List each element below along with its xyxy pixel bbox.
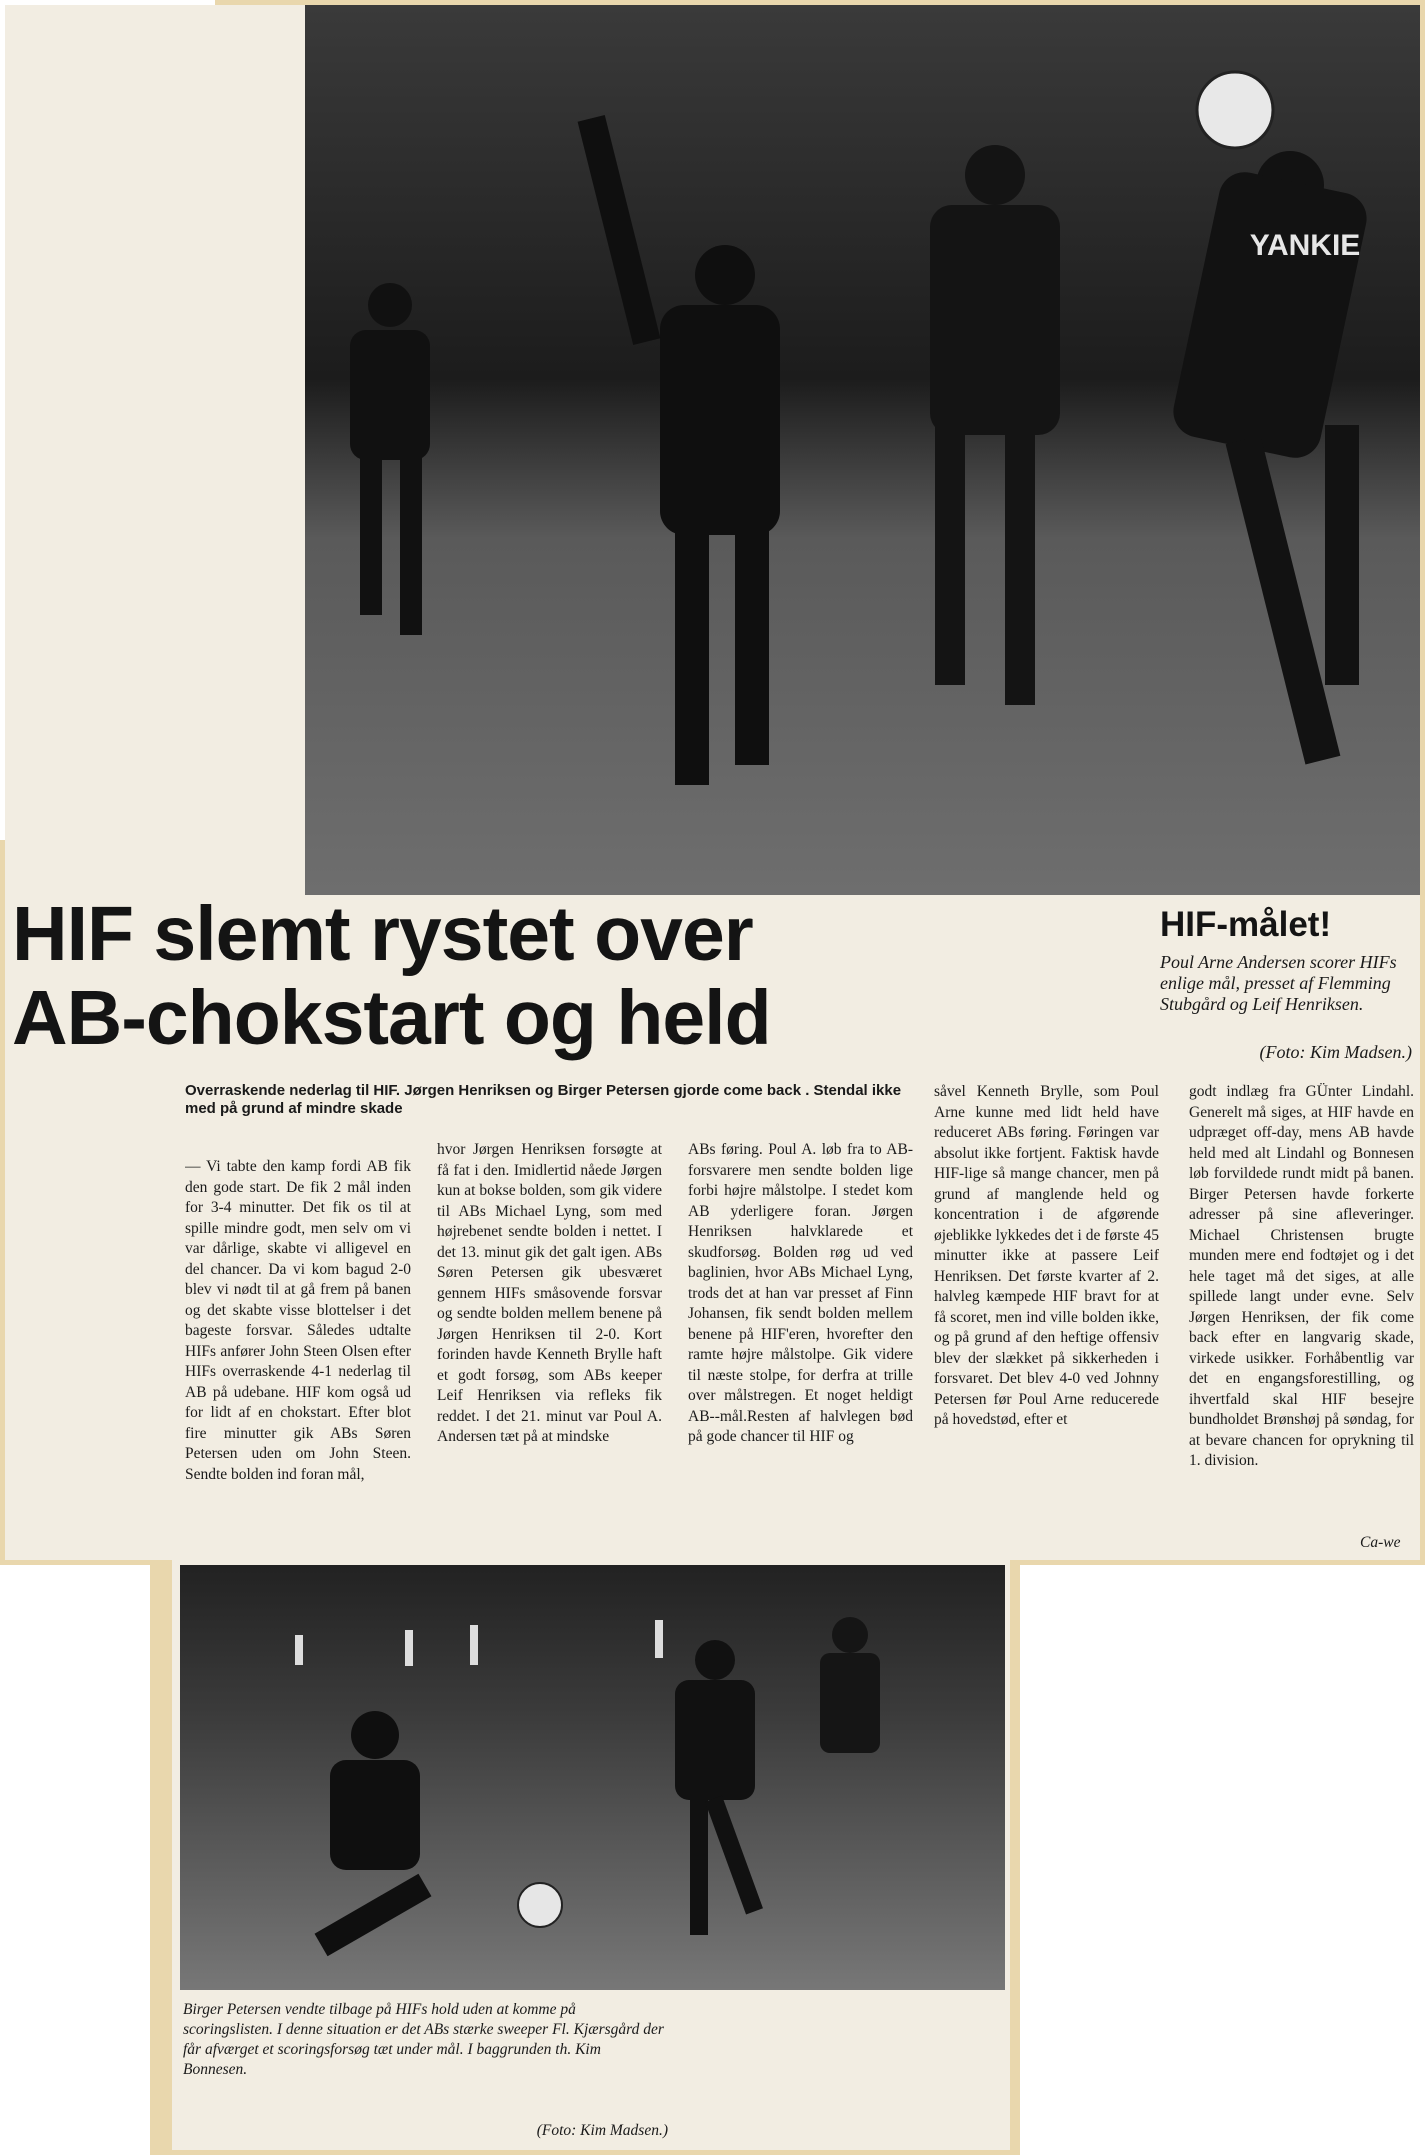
article-column-3: [688, 1140, 913, 1558]
photo-title: HIF-målet!: [1160, 905, 1332, 944]
headline-line-1: HIF slemt rystet over: [12, 891, 753, 977]
photo-credit: (Foto: Kim Madsen.): [1259, 1042, 1412, 1062]
headline-line-2: AB-chokstart og held: [12, 975, 771, 1061]
article-column-4: [934, 1082, 1159, 1558]
article-column-5: [1189, 1082, 1414, 1538]
jersey-text: YANKIE: [1249, 229, 1361, 262]
top-photo-image: [305, 5, 1420, 895]
football: [1197, 72, 1273, 148]
bottom-photo-image: [180, 1565, 1005, 1990]
football: [518, 1883, 562, 1927]
bottom-photo-caption: Birger Petersen vendte tilbage på HIFs hold uden at komme på scoringslisten. I denne situation er det ABs stærke sweeper Fl. Kjærsgård der får afværget et scoringsforsøg tæt under mål. I baggrunden th. Kim Bonnesen.: [183, 2001, 664, 2078]
article-subheading: Overraskende nederlag til HIF. Jørgen Henriksen og Birger Petersen gjorde come back . Stendal ikke med på grund af mindre skade: [185, 1082, 902, 1117]
article-column-1: [185, 1157, 411, 1557]
bottom-photo: [180, 1565, 1005, 1990]
column-text: såvel Kenneth Brylle, som Poul Arne kunne med lidt held have reduceret ABs føring. Føringen var absolut ikke fortjent. Faktisk havde HIF-lige så mange chancer, men på grund af manglende held og koncentration i de afgørende øjeblikke lykkedes det i de første 45 minutter ikke at passere Leif Henriksen. Det første kvarter af 2. halvleg kæmpede HIF bravt for at få scoret, men ind ville bolden ikke, og på grund af den heftige offensiv blev der slækket på sikkerheden i forsvaret. Det blev 4-0 ved Johnny Petersen før Poul Arne reducerede på hovedstød, efter et: [934, 1083, 1159, 1428]
byline: Ca-we: [1360, 1534, 1401, 1551]
photo-caption: Poul Arne Andersen scorer HIFs enlige mål, presset af Flemming Stubgård og Leif Henriksen.: [1160, 952, 1397, 1014]
column-text: ABs føring. Poul A. løb fra to AB-forsvarere men sendte bolden lige forbi højre målstolpe. I stedet kom AB yderligere foran. Jørgen Henriksen halvklarede et skudforsøg. Bolden røg ud ved baglinien, hvor ABs Michael Lyng, trods det at han var presset af Finn Johansen, fik sendt bolden mellem benene på HIF'eren, hvorefter den ramte højre målstolpe. Gik videre til næste stolpe, for derfra at trille over målstregen. Et noget heldigt AB--mål.Resten af halvlegen bød på gode chancer til HIF og: [688, 1141, 913, 1445]
column-text: hvor Jørgen Henriksen forsøgte at få fat i den. Imidlertid nåede Jørgen kun at bokse bolden, som gik videre til ABs Michael Lyng, som med højrebenet sendte bolden i nettet. I det 13. minut gik det galt igen. ABs Søren Petersen gik ubesværet gennem HIFs småsovende forsvar og sendte bolden mellem benene på Jørgen Henriksen til 2-0. Kort forinden havde Kenneth Brylle haft et godt forsøg, som ABs keeper Leif Henriksen via refleks fik reddet. I det 21. minut var Poul A. Andersen tæt på at mindske: [437, 1141, 662, 1445]
top-photo: [305, 5, 1420, 895]
bottom-photo-credit: (Foto: Kim Madsen.): [536, 2122, 668, 2139]
column-text: godt indlæg fra GÜnter Lindahl. Generelt må siges, at HIF havde en udpræget off-day, mens AB havde held med alt Lindahl og Bonnesen løb forvildede rundt midt på banen. Birger Petersen havde forkerte adresser på sine afleveringer. Michael Christensen brugte munden mere end fodtøjet og i det hele taget må det siges, at alle spillede langt under evne. Selv Jørgen Henriksen, der fik come back efter en langvarig skade, virkede usikker. Forhåbentlig var det en engangsforestilling, og ihvertfald skal HIF besejre bundholdet Brønshøj på søndag, for at bevare chancen for oprykning til 1. division.: [1189, 1083, 1414, 1469]
article-column-2: [437, 1140, 662, 1558]
column-text: — Vi tabte den kamp fordi AB fik den gode start. De fik 2 mål inden for 3-4 minutter. Det fik os til at spille mindre godt, men selv om vi var dårlige, skabte vi alligevel en del chancer. Da vi kom bagud 2-0 blev vi nødt til at gå frem på banen og det skabte visse blottelser i det bageste forsvar. Således udtalte HIFs anfører John Steen Olsen efter HIFs overraskende 4-1 nederlag til AB på udebane. HIF kom også ud for lidt af en chokstart. Efter blot fire minutter gik ABs Søren Petersen uden om John Steen. Sendte bolden ind foran mål,: [185, 1158, 411, 1483]
